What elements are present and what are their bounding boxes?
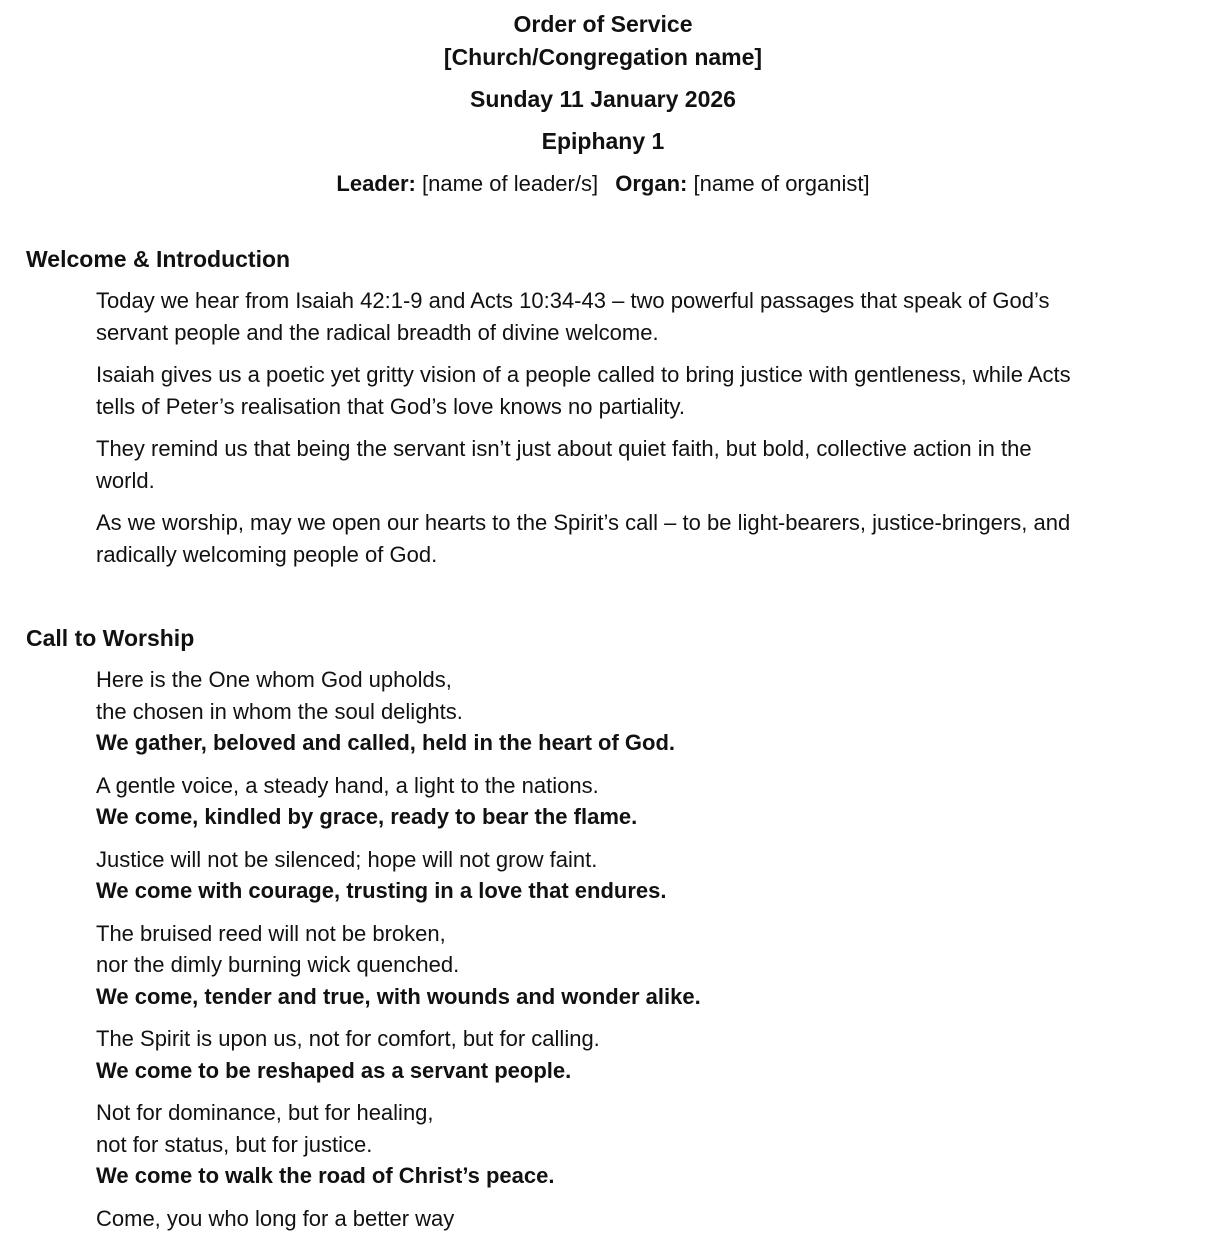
congregation-response-line: We come to be reshaped as a servant people. <box>96 1057 572 1083</box>
leader-line: not for status, but for justice. <box>96 1131 373 1157</box>
paragraph-line: Today we hear from Isaiah 42:1-9 and Acts 10:34-43 – two powerful passages that speak of God’s <box>96 288 1050 313</box>
leader-line: nor the dimly burning wick quenched. <box>96 952 460 977</box>
call-to-worship-stanza <box>96 844 1180 907</box>
congregation-response-line: We gather, beloved and called, held in the heart of God. <box>96 730 676 755</box>
leader-line: Here is the One whom God upholds, <box>96 667 452 692</box>
congregation-response-line: We come, tender and true, with wounds and wonder alike. <box>96 983 701 1009</box>
leader-line: The bruised reed will not be broken, <box>96 920 446 946</box>
paragraph-line: They remind us that being the servant isn’t just about quiet faith, but bold, collective action in the <box>96 436 1032 461</box>
call-to-worship-stanza <box>96 770 1180 833</box>
welcome-paragraph <box>96 507 1180 570</box>
call-to-worship-stanzas <box>96 664 1180 1234</box>
leader-name-placeholder: [name of leader/s] <box>422 171 599 196</box>
paragraph-line: tells of Peter’s realisation that God’s love knows no partiality. <box>96 393 686 419</box>
paragraph-line: Isaiah gives us a poetic yet gritty vision of a people called to bring justice with gentleness, while Acts <box>96 362 1071 387</box>
organist-name-placeholder: [name of organist] <box>693 171 870 196</box>
leader-line: the chosen in whom the soul delights. <box>96 698 463 724</box>
section-heading-welcome: Welcome & Introduction <box>26 246 291 272</box>
document-header <box>26 8 1180 209</box>
church-name-placeholder: [Church/Congregation name] <box>443 44 763 70</box>
liturgical-season: Epiphany 1 <box>541 128 665 154</box>
leader-line: A gentle voice, a steady hand, a light to the nations. <box>96 772 599 798</box>
doc-title: Order of Service <box>513 11 693 37</box>
paragraph-line: As we worship, may we open our hearts to the Spirit’s call – to be light-bearers, justice-bringers, and <box>96 510 1071 535</box>
leader-line: Justice will not be silenced; hope will not grow faint. <box>96 846 598 872</box>
organ-label: Organ: <box>615 171 688 196</box>
welcome-paragraph <box>96 285 1180 348</box>
section-heading-call-to-worship: Call to Worship <box>26 625 195 651</box>
paragraph-line: servant people and the radical breadth of divine welcome. <box>96 319 659 345</box>
section-welcome-introduction <box>26 243 1180 581</box>
service-date: Sunday 11 January 2026 <box>470 86 736 112</box>
leader-line: Come, you who long for a better way <box>96 1205 455 1231</box>
call-to-worship-stanza <box>96 664 1180 759</box>
leader-label: Leader: <box>336 171 416 196</box>
paragraph-line: radically welcoming people of God. <box>96 541 438 567</box>
congregation-response-line: We come to walk the road of Christ’s peace. <box>96 1163 555 1188</box>
welcome-paragraphs <box>96 285 1180 570</box>
leaders-line <box>26 167 1180 200</box>
leader-line: Not for dominance, but for healing, <box>96 1100 434 1125</box>
congregation-response-line: We come, kindled by grace, ready to bear the flame. <box>96 804 638 829</box>
title-block <box>26 8 1180 74</box>
congregation-response-line: We come with courage, trusting in a love that endures. <box>96 878 667 903</box>
section-call-to-worship <box>26 622 1180 1245</box>
leader-line: The Spirit is upon us, not for comfort, but for calling. <box>96 1026 600 1051</box>
welcome-paragraph <box>96 433 1180 496</box>
call-to-worship-stanza <box>96 1097 1180 1192</box>
call-to-worship-stanza <box>96 1023 1180 1086</box>
paragraph-line: world. <box>96 467 155 493</box>
call-to-worship-stanza <box>96 1203 1180 1235</box>
welcome-paragraph <box>96 359 1180 422</box>
call-to-worship-stanza <box>96 918 1180 1013</box>
